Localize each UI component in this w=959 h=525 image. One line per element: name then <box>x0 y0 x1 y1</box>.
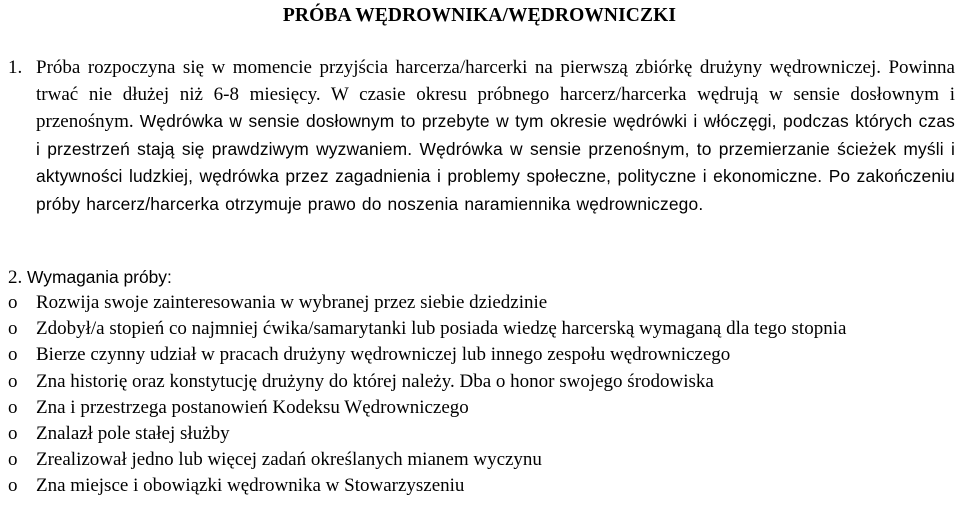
bullet-marker: o <box>8 318 18 340</box>
document-title: PRÓBA WĘDROWNIKA/WĘDROWNICZKI <box>282 5 677 26</box>
section-2-heading <box>8 265 172 290</box>
bullet-marker: o <box>8 475 18 497</box>
requirement-text: Rozwija swoje zainteresowania w wybranej przez siebie dziedzinie <box>36 292 548 313</box>
section-1-number: 1. <box>8 57 23 78</box>
list-item <box>8 316 955 342</box>
list-item <box>8 421 955 447</box>
requirements-list <box>8 290 955 500</box>
paragraph-figurative-wandering-text: Wędrówka w sensie przenośnym, to przemierzanie ścieżek myśli i aktywności ludzkiej, wędrówka przez zagadnienia i problemy społeczne, polityczne i ekonomiczne. <box>36 138 955 187</box>
bullet-marker: o <box>8 396 18 418</box>
bullet-marker: o <box>8 370 18 392</box>
requirement-text: Zna historię oraz konstytucję drużyny do której należy. Dba o honor swojego środowiska <box>36 370 714 392</box>
section-2-number: 2. <box>8 267 23 288</box>
paragraph-literal-wandering-text: Wędrówka w sensie dosłownym to przebyte w tym okresie wędrówki i włóczęgi, podczas których czas i przestrzeń stają się prawdziwym wyzwaniem. <box>36 111 955 159</box>
bullet-marker: o <box>8 449 18 471</box>
list-item <box>8 369 955 395</box>
requirement-text: Zna i przestrzega postanowień Kodeksu Wędrowniczego <box>36 396 469 418</box>
list-item <box>8 342 955 368</box>
paragraph-intro-text: Próba rozpoczyna się w momencie przyjścia harcerza/harcerki na pierwszą zbiórkę drużyny wędrowniczej. Powinna trwać nie dłużej niż 6-8 miesięcy. W czasie okresu próbnego harcerz/harcerka wędrują w sensie dosłownym i przenośnym. <box>36 57 955 133</box>
requirement-text: Zdobył/a stopień co najmniej ćwika/samarytanki lub posiada wiedzę harcerską wymaganą dla tego stopnia <box>36 318 847 340</box>
section-1-paragraph <box>36 55 955 219</box>
requirement-text: Zna miejsce i obowiązki wędrownika w Stowarzyszeniu <box>36 475 465 497</box>
section-1-row <box>8 55 955 219</box>
paragraph-completion-text: Po zakończeniu próby harcerz/harcerka otrzymuje prawo do noszenia naramiennika wędrowniczego. <box>36 166 955 214</box>
requirement-text: Znalazł pole stałej służby <box>36 423 230 445</box>
requirement-text: Zrealizował jedno lub więcej zadań określanych mianem wyczynu <box>36 449 542 471</box>
list-item <box>8 395 955 421</box>
list-item <box>8 473 955 499</box>
list-item <box>8 447 955 473</box>
bullet-marker: o <box>8 423 18 445</box>
requirement-text: Bierze czynny udział w pracach drużyny wędrowniczej lub innego zespołu wędrowniczego <box>36 344 731 366</box>
section-1 <box>8 55 955 219</box>
list-item <box>8 290 955 316</box>
section-2-title: Wymagania próby: <box>27 267 172 287</box>
bullet-marker: o <box>8 344 18 366</box>
bullet-marker: o <box>8 292 18 313</box>
